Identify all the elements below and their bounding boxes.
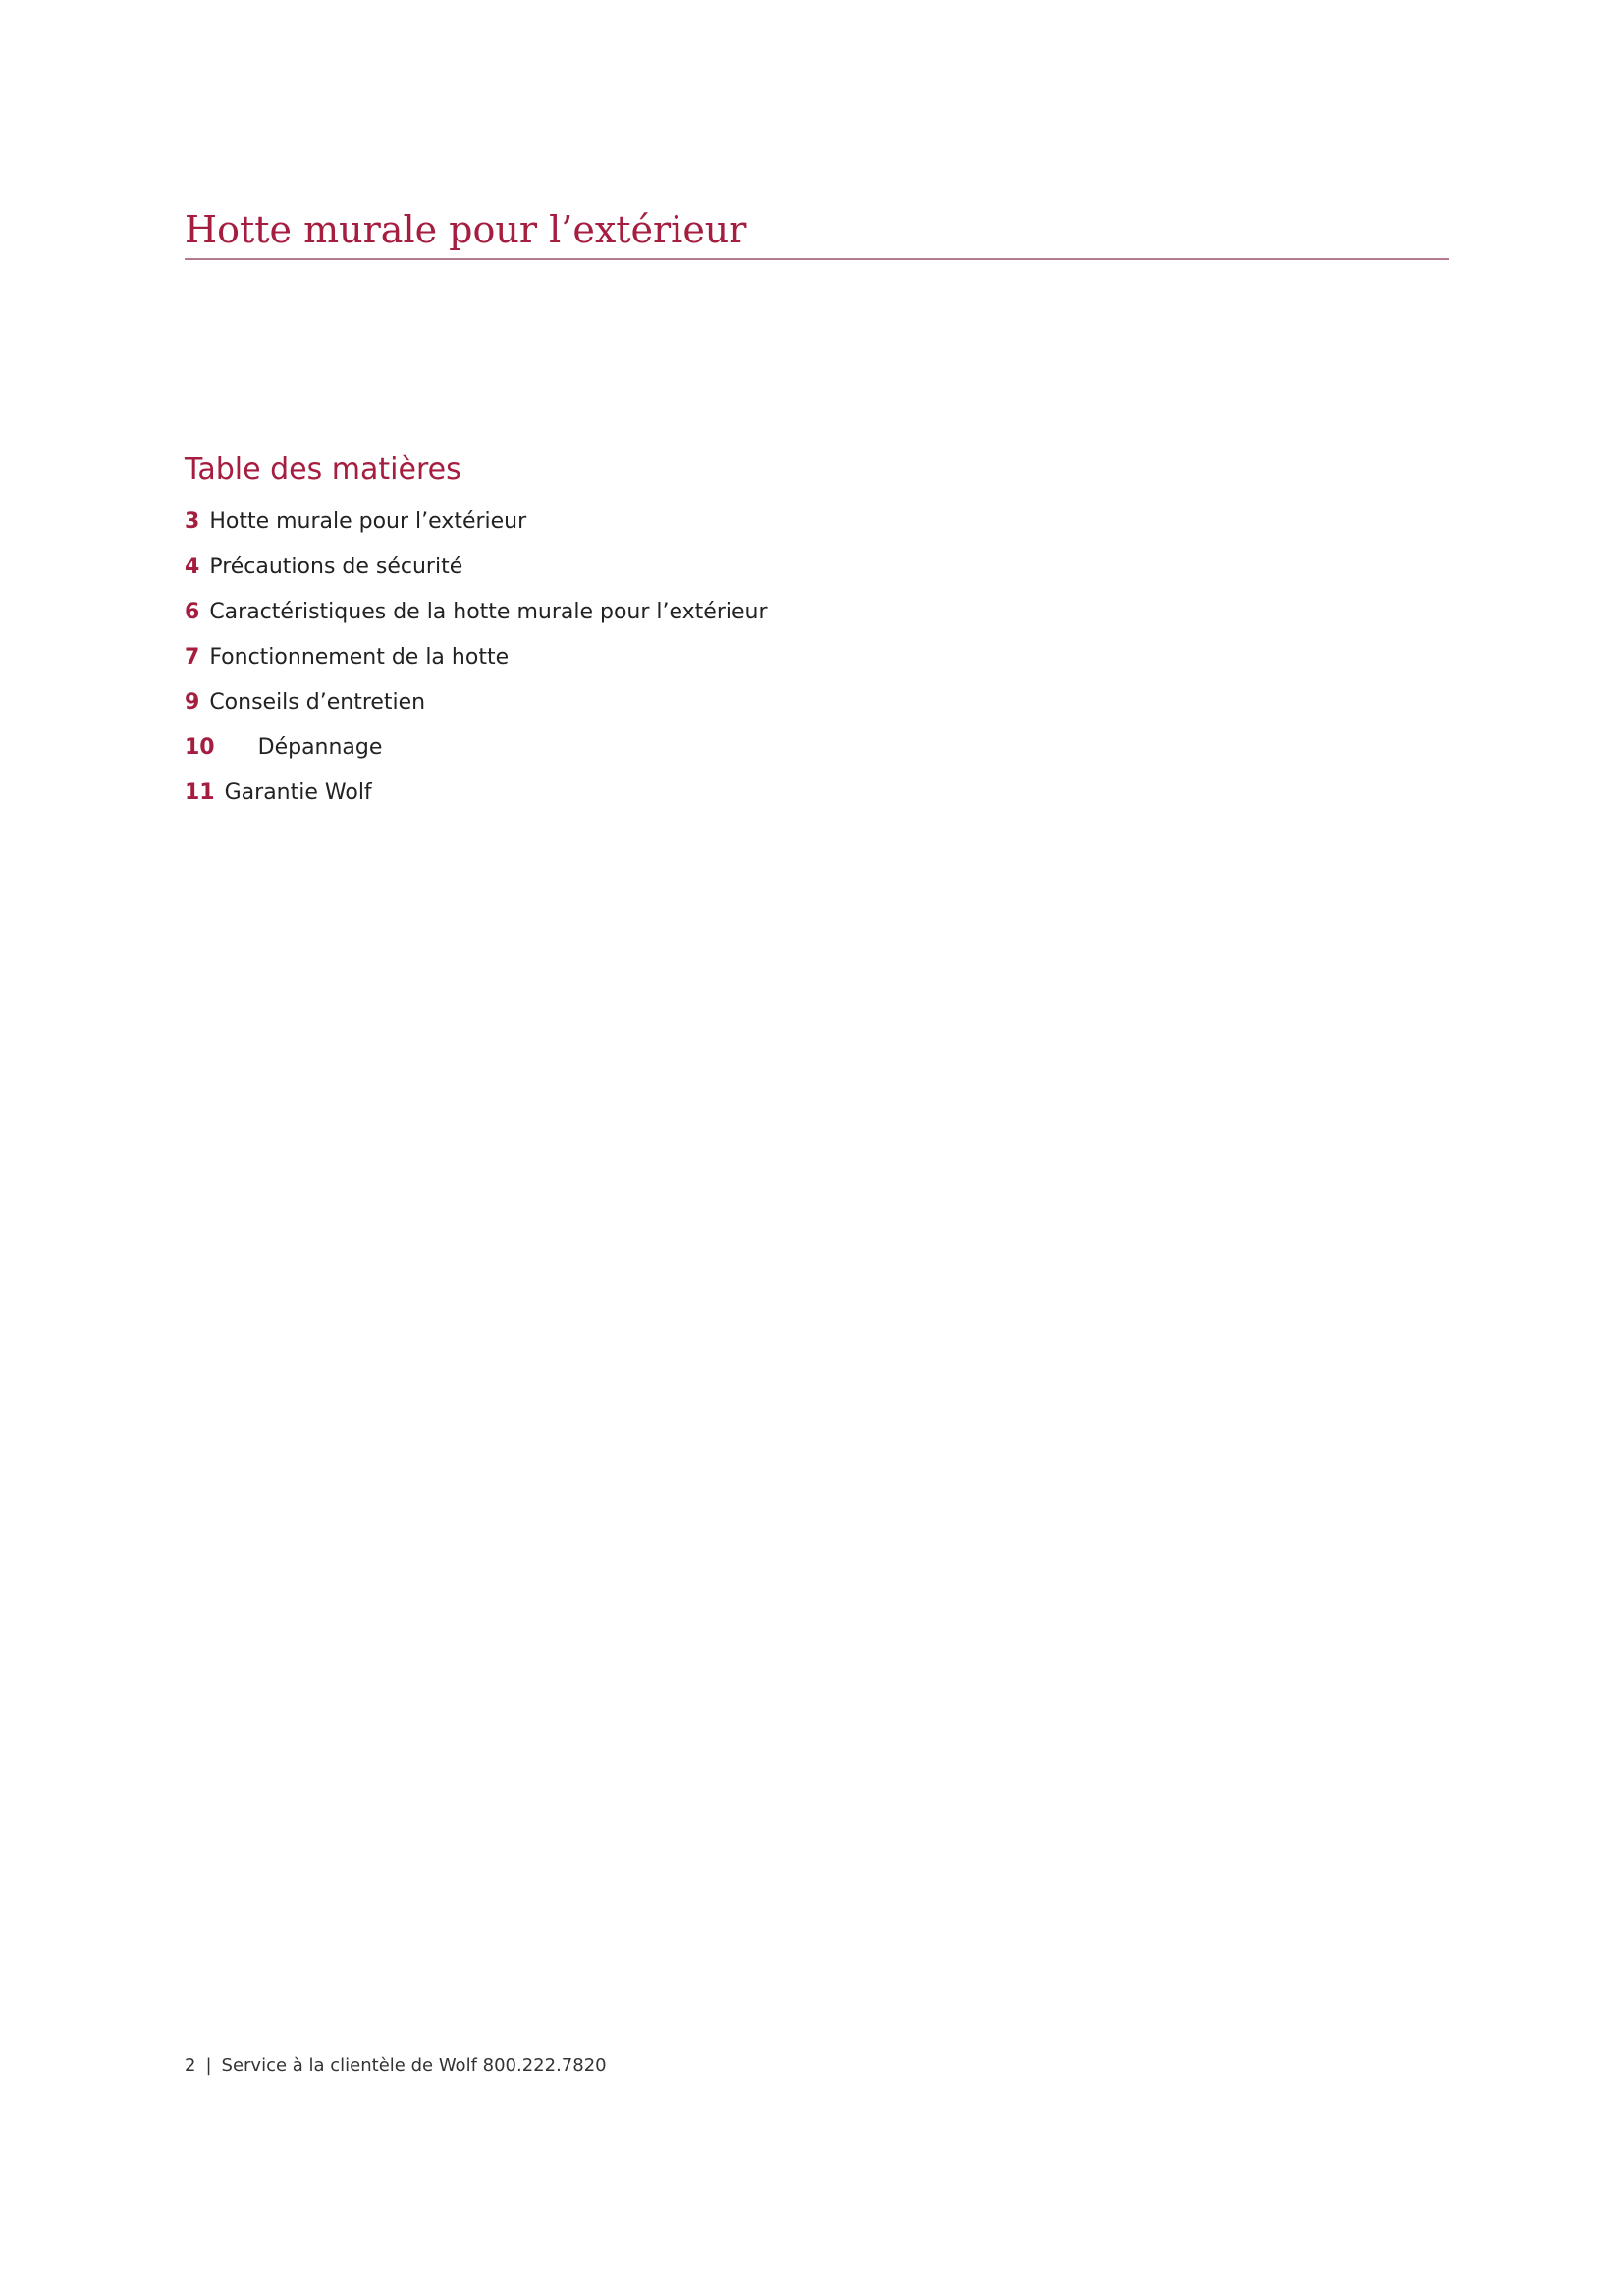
toc-entry-garantie[interactable] — [185, 777, 768, 823]
toc-entry-title: Hotte murale pour l’extérieur — [209, 509, 527, 534]
toc-entry-hotte-murale[interactable] — [185, 507, 768, 552]
footer-page-number: 2 — [185, 2056, 196, 2076]
page-title: Hotte murale pour l’extérieur — [185, 208, 747, 251]
toc-heading: Table des matières — [185, 453, 461, 487]
toc-page-number: 7 — [185, 645, 200, 669]
toc-page-number: 9 — [185, 690, 200, 715]
toc-page-number: 4 — [185, 555, 200, 579]
toc-entry-precautions[interactable] — [185, 552, 768, 597]
toc-page-number: 11 — [185, 780, 215, 805]
page-footer — [185, 2054, 607, 2079]
table-of-contents — [185, 507, 768, 823]
toc-entry-title: Dépannage — [257, 735, 383, 760]
toc-entry-depannage[interactable] — [185, 732, 768, 777]
toc-entry-title: Conseils d’entretien — [209, 690, 426, 715]
toc-entry-title: Caractéristiques de la hotte murale pour l’extérieur — [209, 600, 768, 624]
toc-page-number: 6 — [185, 600, 200, 624]
toc-page-number: 3 — [185, 509, 200, 534]
toc-page-number: 10 — [185, 735, 215, 760]
toc-entry-fonctionnement[interactable] — [185, 642, 768, 687]
toc-entry-title: Fonctionnement de la hotte — [209, 645, 510, 669]
toc-entry-title: Précautions de sécurité — [209, 555, 463, 579]
footer-customer-service: Service à la clientèle de Wolf 800.222.7820 — [221, 2056, 607, 2076]
toc-entry-entretien[interactable] — [185, 687, 768, 732]
title-divider — [185, 258, 1449, 260]
toc-entry-title: Garantie Wolf — [224, 780, 372, 805]
footer-separator: | — [205, 2056, 212, 2076]
toc-entry-caracteristiques[interactable] — [185, 597, 768, 642]
